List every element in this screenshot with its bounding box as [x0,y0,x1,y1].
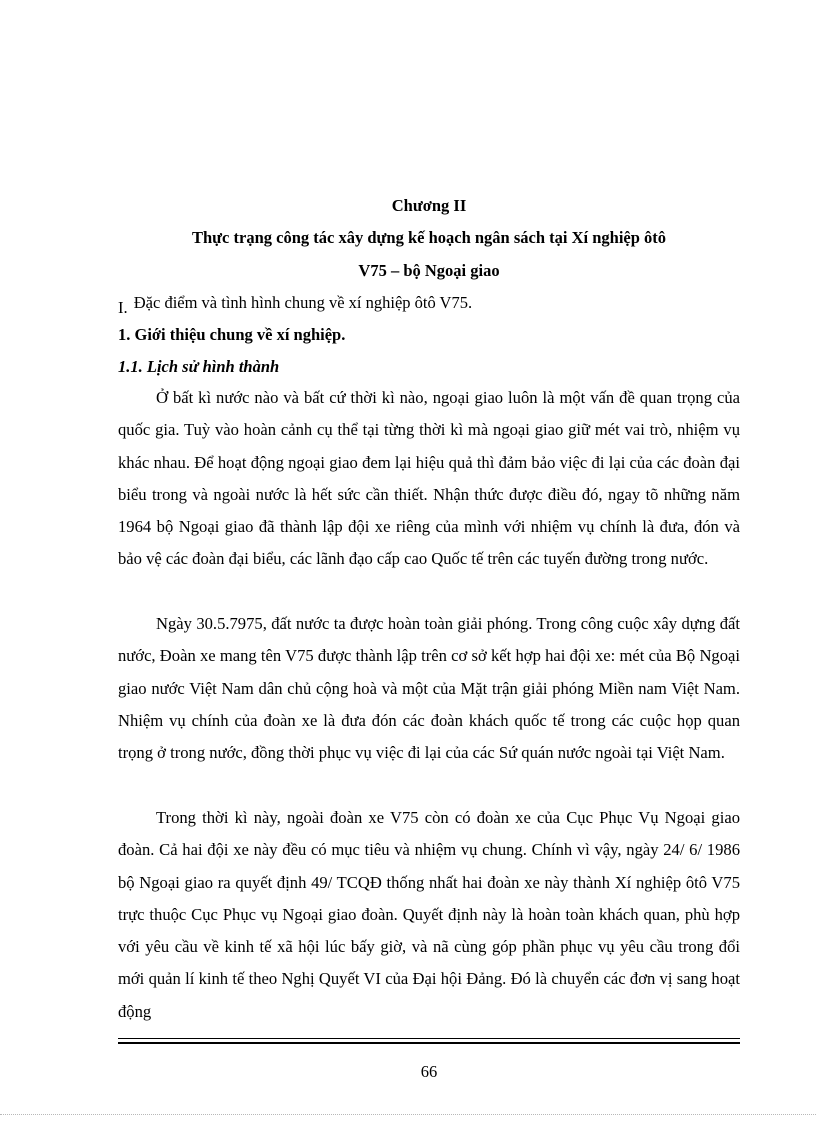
footer-rule-thick [118,1042,740,1044]
paragraph: Ở bất kì nước nào và bất cứ thời kì nào, ngoại giao luôn là một vấn đề quan trọng của quốc gia. Tuỳ vào hoàn cảnh cụ thể tại từng thời kì mà ngoại giao giữ mét vai trò, nhiệm vụ khác nhau. Để hoạt động ngoại giao đem lại hiệu quả thì đảm bảo việc đi lại của các đoàn đại biểu trong và ngoài nước là hết sức cần thiết. Nhận thức được điều đó, ngay tõ những năm 1964 bộ Ngoại giao đã thành lập đội xe riêng của mình với nhiệm vụ chính là đưa, đón và bảo vệ các đoàn đại biểu, các lãnh đạo cấp cao Quốc tế trên các tuyến đường trong nước. [118,388,740,569]
section-number: I. [118,298,128,317]
subsection-heading-1-1: 1.1. Lịch sử hình thành [118,357,280,376]
page-number: 66 [420,1062,438,1081]
chapter-title-line-1: Thực trạng công tác xây dựng kế hoạch ngân sách tại Xí nghiệp ôtô [191,228,667,247]
chapter-title-line-2: V75 – bộ Ngoại giao [358,261,500,280]
section-title: Đặc điểm và tình hình chung về xí nghiệp ôtô V75. [133,293,473,312]
chapter-heading: Chương II [391,196,467,215]
paragraph: Trong thời kì này, ngoài đoàn xe V75 còn có đoàn xe của Cục Phục Vụ Ngoại giao đoàn. Cả hai đội xe này đều có mục tiêu và nhiệm vụ chung. Chính vì vậy, ngày 24/ 6/ 1986 bộ Ngoại giao ra quyết định 49/ TCQĐ thống nhất hai đoàn xe này thành Xí nghiệp ôtô V75 trực thuộc Cục Phục vụ Ngoại giao đoàn. Quyết định này là hoàn toàn khách quan, phù hợp với yêu cầu về kinh tế xã hội lúc bấy giờ, và nã cùng góp phần phục vụ yêu cầu trong đổi mới quản lí kinh tế theo Nghị Quyết VI của Đại hội Đảng. Đó là chuyển các đơn vị sang hoạt động [118,808,740,1021]
page-bottom-dotted-edge [0,1114,816,1115]
subsection-heading-1: 1. Giới thiệu chung về xí nghiệp. [118,325,346,344]
section-heading-i [118,293,473,317]
footer-rule-thin [118,1038,740,1039]
paragraph: Ngày 30.5.7975, đất nước ta được hoàn toàn giải phóng. Trong công cuộc xây dựng đất nước, Đoàn xe mang tên V75 được thành lập trên cơ sở kết hợp hai đội xe: mét của Bộ Ngoại giao nước Việt Nam dân chủ cộng hoà và một của Mặt trận giải phóng Miền nam Việt Nam. Nhiệm vụ chính của đoàn xe là đưa đón các đoàn khách quốc tế trong các cuộc họp quan trọng ở trong nước, đồng thời phục vụ việc đi lại của các Sứ quán nước ngoài tại Việt Nam. [118,614,740,763]
